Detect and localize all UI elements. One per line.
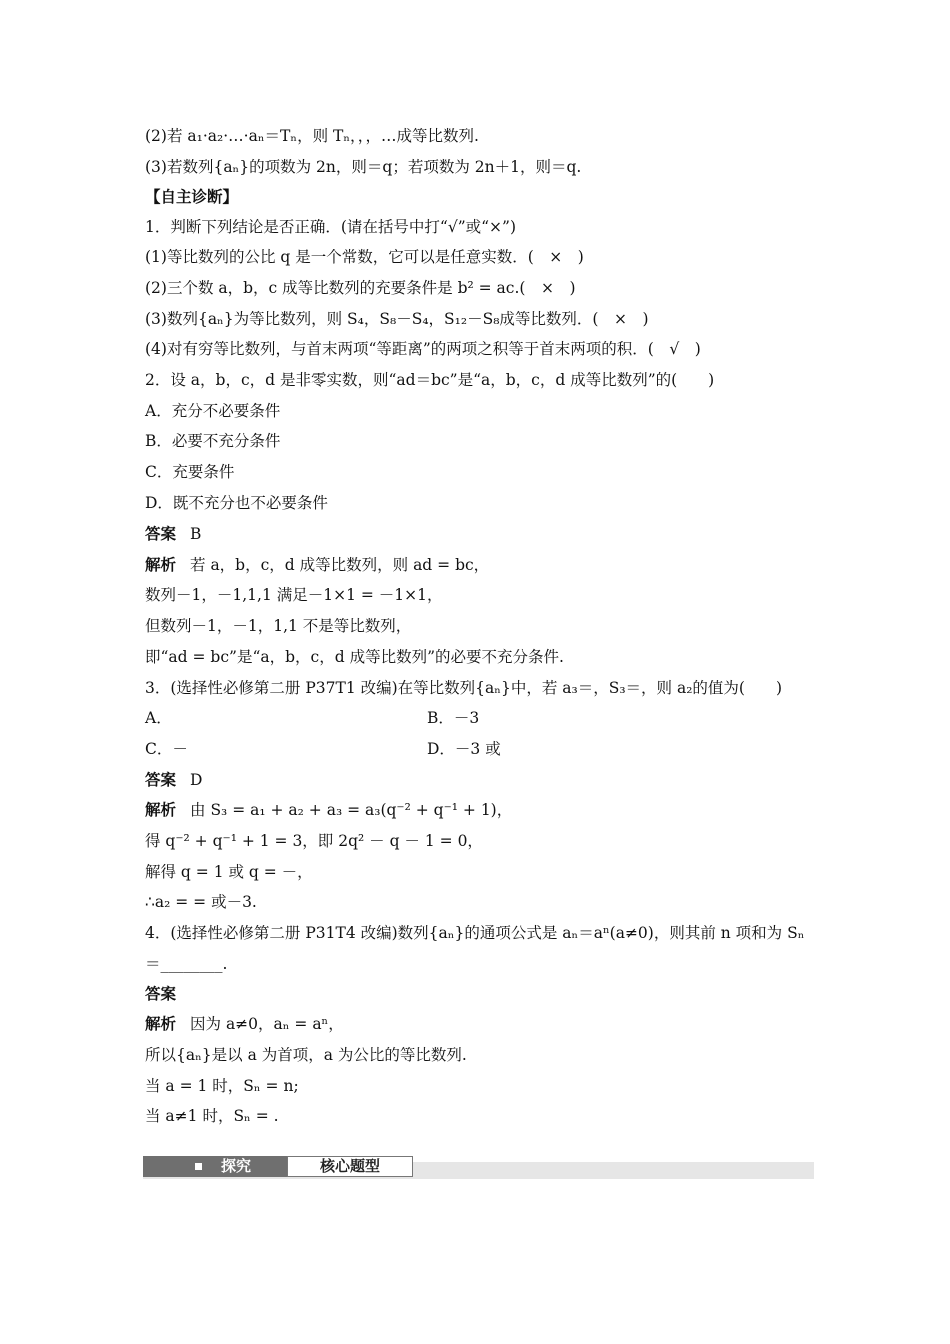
option-c: C．－	[145, 740, 188, 758]
statement-2: (2)三个数 a，b，c 成等比数列的充要条件是 b² = ac.( × )	[145, 279, 576, 297]
answer-value: B	[190, 525, 202, 543]
answer-label: 答案	[145, 525, 177, 543]
statement-4: (4)对有穷等比数列，与首末两项“等距离”的两项之积等于首末两项的积．( √ )	[145, 340, 701, 358]
analysis-text: 由 S₃ = a₁ + a₂ + a₃ = a₃(q⁻² + q⁻¹ + 1)，	[190, 801, 513, 819]
analysis-label: 解析	[145, 556, 177, 574]
answer-label: 答案	[145, 985, 177, 1003]
square-bullet-icon	[195, 1163, 202, 1170]
text-line: 数列－1，－1,1,1 满足－1×1 = －1×1，	[145, 586, 443, 604]
analysis-line	[145, 555, 489, 575]
analysis-label: 解析	[145, 1015, 177, 1033]
option-b: B．必要不充分条件	[145, 432, 281, 450]
text-line: (2)若 a₁·a₂·…·aₙ＝Tₙ，则 Tₙ，，，…成等比数列.	[145, 127, 479, 145]
statement-3: (3)数列{aₙ}为等比数列，则 S₄，S₈－S₄，S₁₂－S₈成等比数列．( × )	[145, 310, 649, 328]
text-line: 但数列－1，－1，1,1 不是等比数列，	[145, 617, 412, 635]
option-d: D．既不充分也不必要条件	[145, 494, 328, 512]
text-line: ∴a₂ = = 或－3.	[145, 893, 257, 911]
analysis-line	[145, 800, 512, 820]
option-c: C．充要条件	[145, 463, 235, 481]
question-4: 4．(选择性必修第二册 P31T4 改编)数列{aₙ}的通项公式是 aₙ＝aⁿ(a≠0)，则其前 n 项和为 Sₙ	[145, 924, 805, 942]
question-3: 3．(选择性必修第二册 P37T1 改编)在等比数列{aₙ}中，若 a₃＝，S₃＝，则 a₂的值为( )	[145, 679, 783, 697]
text-line: (3)若数列{aₙ}的项数为 2n，则＝q；若项数为 2n＋1，则＝q.	[145, 158, 582, 176]
question-2: 2．设 a，b，c，d 是非零实数，则“ad＝bc”是“a，b，c，d 成等比数列”的( )	[145, 371, 715, 389]
analysis-label: 解析	[145, 801, 177, 819]
option-b: B．－3	[427, 709, 480, 727]
text-line: 当 a≠1 时，Sₙ = .	[145, 1107, 279, 1125]
statement-1: (1)等比数列的公比 q 是一个常数，它可以是任意实数．( × )	[145, 248, 584, 266]
analysis-line	[145, 1014, 344, 1034]
answer-line	[145, 524, 201, 544]
text-line: 解得 q = 1 或 q = －，	[145, 863, 313, 881]
banner-right-label: 核心题型	[287, 1156, 413, 1177]
text-line: 即“ad = bc”是“a，b，c，d 成等比数列”的必要不充分条件.	[145, 648, 564, 666]
answer-label: 答案	[145, 771, 177, 789]
answer-value: D	[190, 771, 203, 789]
section-banner	[143, 1155, 814, 1181]
question-1: 1．判断下列结论是否正确．(请在括号中打“√”或“×”)	[145, 218, 517, 236]
analysis-text: 因为 a≠0，aₙ = aⁿ，	[190, 1015, 344, 1033]
answer-line	[145, 770, 202, 790]
fill-blank-line: ＝________.	[145, 955, 228, 973]
option-a: A．	[145, 709, 172, 727]
text-line: 所以{aₙ}是以 a 为首项，a 为公比的等比数列.	[145, 1046, 467, 1064]
option-a: A．充分不必要条件	[145, 402, 281, 420]
text-line: 得 q⁻² + q⁻¹ + 1 = 3，即 2q² － q － 1 = 0，	[145, 832, 483, 850]
text-line: 当 a = 1 时，Sₙ = n;	[145, 1077, 299, 1095]
banner-left-tab	[143, 1156, 287, 1177]
answer-line	[145, 984, 190, 1004]
section-heading: 【自主诊断】	[145, 188, 239, 206]
banner-left-label: 探究	[221, 1157, 252, 1175]
analysis-text: 若 a，b，c，d 成等比数列，则 ad = bc，	[190, 556, 490, 574]
option-d: D．－3 或	[427, 740, 501, 758]
